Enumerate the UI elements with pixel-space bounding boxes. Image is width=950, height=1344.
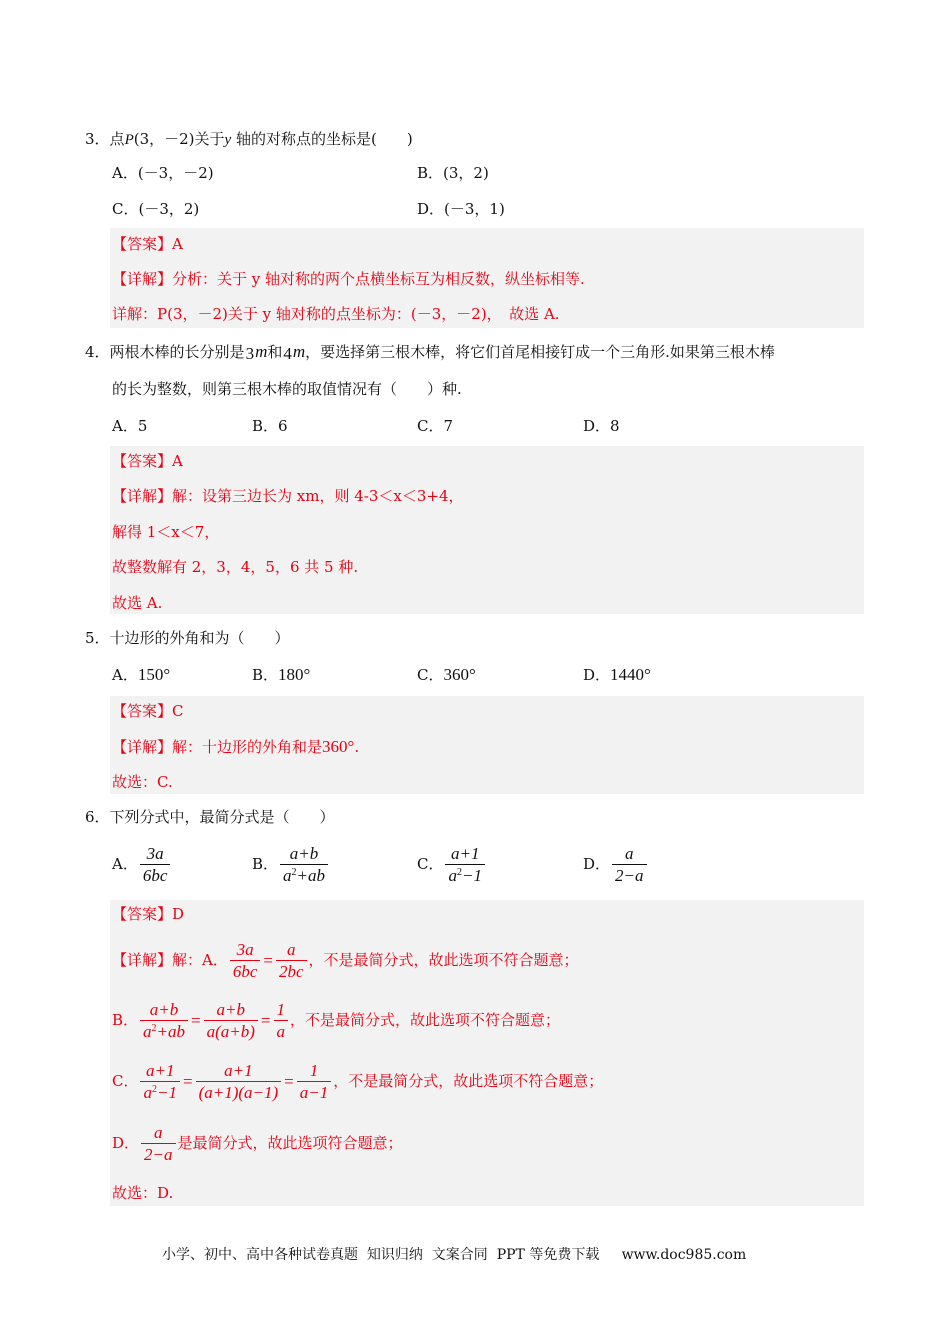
q5-stem-text: 十边形的外角和为（ ） xyxy=(109,629,290,647)
q5-option-d xyxy=(583,666,651,683)
fraction-numerator: a xyxy=(287,940,296,959)
q5-option-c-letter: C． xyxy=(417,666,444,684)
q4-len2: 4 xyxy=(283,343,292,363)
q6-detail-a-frac-1 xyxy=(230,941,261,981)
q6-detail-c-label: C． xyxy=(112,1071,139,1090)
q6-option-b-letter: B． xyxy=(252,854,279,873)
q6-option-a-letter: A． xyxy=(112,854,138,873)
q5-option-b xyxy=(252,666,310,683)
q4-option-a: A．5 xyxy=(112,417,148,435)
q6-option-c-letter: C． xyxy=(417,854,444,873)
q6-option-d xyxy=(583,845,649,885)
q3-stem-prefix: 点 xyxy=(109,130,125,148)
fraction-numerator: a+b xyxy=(216,1000,245,1019)
fraction-denominator: 6bc xyxy=(230,960,261,981)
q6-detail-d-frac xyxy=(141,1124,175,1164)
q6-option-b-fraction xyxy=(280,845,328,885)
fraction-numerator: a+1 xyxy=(224,1061,253,1080)
q5-detail-2: 故选：C. xyxy=(112,773,173,791)
q6-stem xyxy=(85,810,335,825)
q3-option-c: C．(－3，2) xyxy=(112,200,200,218)
q4-detail-2: 解得 1＜x＜7， xyxy=(112,523,220,541)
q6-option-b xyxy=(252,845,330,885)
fraction-denominator: (a+1)(a−1) xyxy=(196,1081,282,1102)
q4-stem-line1 xyxy=(85,343,775,362)
fraction-numerator: 1 xyxy=(276,1000,285,1019)
q3-number: 3． xyxy=(85,130,110,148)
q6-option-a xyxy=(112,845,172,885)
exponent: 2 xyxy=(151,1083,157,1095)
q5-option-b-letter: B． xyxy=(252,666,279,684)
q3-detail-2: 详解：P(3，－2)关于 y 轴对称的点坐标为：(－3，－2)， 故选 A. xyxy=(112,305,560,323)
equals-sign: = xyxy=(263,951,273,971)
fraction-numerator: a xyxy=(154,1123,163,1142)
q3-axis: y xyxy=(224,132,232,148)
fraction-denominator: 2bc xyxy=(276,960,307,981)
fraction-denominator: $a^2+ab$ xyxy=(280,864,328,885)
q4-detail-1: 【详解】解：设第三边长为 xm，则 4-3＜x＜3+4， xyxy=(112,487,464,505)
q6-detail-d xyxy=(112,1124,403,1164)
q3-option-a: A．(－3，－2) xyxy=(112,164,214,182)
fraction-denominator: a xyxy=(274,1020,289,1041)
fraction-numerator: a+b xyxy=(149,1000,179,1019)
q6-option-d-letter: D． xyxy=(583,854,611,873)
q6-detail-b-label: B． xyxy=(112,1010,139,1029)
fraction-denominator: a(a+b) xyxy=(204,1020,258,1041)
equals-sign: = xyxy=(191,1011,201,1031)
q4-unit2: m xyxy=(292,342,306,361)
q4-option-c: C．7 xyxy=(417,417,454,435)
q5-option-c xyxy=(417,666,476,683)
q6-answer: 【答案】D xyxy=(112,905,185,923)
q6-detail-b-text: ，不是最简分式，故此选项不符合题意； xyxy=(290,1010,561,1029)
q5-detail-1-end: . xyxy=(354,738,360,756)
q4-answer-box xyxy=(110,446,864,614)
q6-detail-d-label: D． xyxy=(112,1133,140,1152)
q6-detail-a-text: ，不是最简分式，故此选项不符合题意； xyxy=(308,950,579,969)
q3-detail-1: 【详解】分析：关于 y 轴对称的两个点横坐标互为相反数，纵坐标相等. xyxy=(112,270,585,288)
q6-option-c-fraction xyxy=(445,845,484,885)
q4-stem-a: 两根木棒的长分别是 xyxy=(109,343,245,361)
q6-detail-c xyxy=(112,1062,603,1102)
q5-option-c-value: 360° xyxy=(443,665,476,684)
q6-detail-c-frac-2 xyxy=(196,1062,282,1102)
exponent: 2 xyxy=(151,1022,157,1034)
q5-detail-1-text: 【详解】解：十边形的外角和是 xyxy=(112,738,323,756)
exponent: 2 xyxy=(291,866,297,878)
q4-stem-b: 和 xyxy=(267,343,283,361)
q6-option-c xyxy=(417,845,487,885)
fraction-numerator: a xyxy=(625,844,634,863)
q6-number: 6． xyxy=(85,808,110,826)
q6-detail-a xyxy=(112,941,579,981)
q4-unit1: m xyxy=(255,342,268,361)
q6-detail-c-frac-1 xyxy=(140,1062,179,1102)
q4-detail-4: 故选 A. xyxy=(112,594,163,612)
q5-answer: 【答案】C xyxy=(112,702,184,720)
q4-stem-line2: 的长为整数，则第三根木棒的取值情况有（ ）种. xyxy=(112,380,462,398)
q4-len1: 3 xyxy=(245,343,255,363)
q4-option-b: B．6 xyxy=(252,417,288,435)
q6-stem-text: 下列分式中，最简分式是（ ） xyxy=(109,808,335,826)
fraction-denominator: 2−a xyxy=(141,1143,175,1164)
fraction-numerator: 1 xyxy=(309,1061,319,1080)
q6-option-a-fraction xyxy=(140,845,171,885)
q4-number: 4． xyxy=(85,343,110,361)
q6-detail-b xyxy=(112,1001,560,1041)
q6-detail-a-frac-2 xyxy=(276,941,307,981)
q5-detail-1-value: 360° xyxy=(322,737,355,756)
q5-detail-1 xyxy=(112,738,359,755)
q4-answer: 【答案】A xyxy=(112,452,183,470)
q5-option-a-letter: A． xyxy=(112,666,138,684)
q3-stem xyxy=(85,132,413,148)
q5-option-a xyxy=(112,666,170,683)
fraction-denominator: $a^2-1$ xyxy=(140,1081,179,1102)
q4-detail-3: 故整数解有 2，3，4，5，6 共 5 种. xyxy=(112,558,359,576)
q5-stem xyxy=(85,631,290,646)
q5-option-b-value: 180° xyxy=(278,665,311,684)
fraction-denominator: a−1 xyxy=(297,1081,331,1102)
equals-sign: = xyxy=(182,1072,193,1092)
q3-answer: 【答案】A xyxy=(112,235,183,253)
q6-detail-intro: 【详解】解：A． xyxy=(112,950,228,969)
exponent: 2 xyxy=(456,866,462,878)
q6-detail-c-frac-3 xyxy=(297,1062,331,1102)
q4-option-d: D．8 xyxy=(583,417,620,435)
q3-point: P xyxy=(124,132,134,148)
q6-option-d-fraction xyxy=(612,845,646,885)
fraction-numerator: a+b xyxy=(289,844,319,863)
q5-option-d-letter: D． xyxy=(583,666,611,684)
fraction-denominator: $a^2-1$ xyxy=(445,864,484,885)
q5-number: 5． xyxy=(85,629,110,647)
fraction-numerator: 3a xyxy=(146,844,164,863)
fraction-denominator: 2−a xyxy=(612,864,646,885)
fraction-numerator: 3a xyxy=(236,940,254,959)
q6-detail-d-text: 是最简分式，故此选项符合题意； xyxy=(177,1133,403,1152)
q3-option-b: B．(3，2) xyxy=(417,164,489,182)
q5-option-a-value: 150° xyxy=(137,665,171,684)
equals-sign: = xyxy=(284,1072,294,1092)
fraction-numerator: a+1 xyxy=(450,844,480,863)
q6-detail-c-text: ，不是最简分式，故此选项不符合题意； xyxy=(333,1071,604,1090)
equals-sign: = xyxy=(260,1011,271,1031)
q3-stem-suffix: 轴的对称点的坐标是( ) xyxy=(231,130,413,148)
fraction-numerator: a+1 xyxy=(145,1061,175,1080)
q6-detail-b-frac-1 xyxy=(140,1001,188,1041)
fraction-denominator: 6bc xyxy=(140,864,171,885)
q6-detail-end: 故选：D. xyxy=(112,1184,174,1202)
fraction-denominator: $a^2+ab$ xyxy=(140,1020,188,1041)
q4-stem-c: ，要选择第三根木棒，将它们首尾相接钉成一个三角形.如果第三根木棒 xyxy=(305,343,775,361)
q5-option-d-value: 1440° xyxy=(610,665,651,684)
q6-detail-b-frac-3 xyxy=(274,1001,289,1041)
page-footer: 小学、初中、高中各种试卷真题 知识归纳 文案合同 PPT 等免费下载 www.doc985.com xyxy=(162,1247,747,1263)
q3-option-d: D．(－3，1) xyxy=(417,200,505,218)
q3-coords: (3，－2)关于 xyxy=(133,130,225,148)
q6-detail-b-frac-2 xyxy=(204,1001,258,1041)
